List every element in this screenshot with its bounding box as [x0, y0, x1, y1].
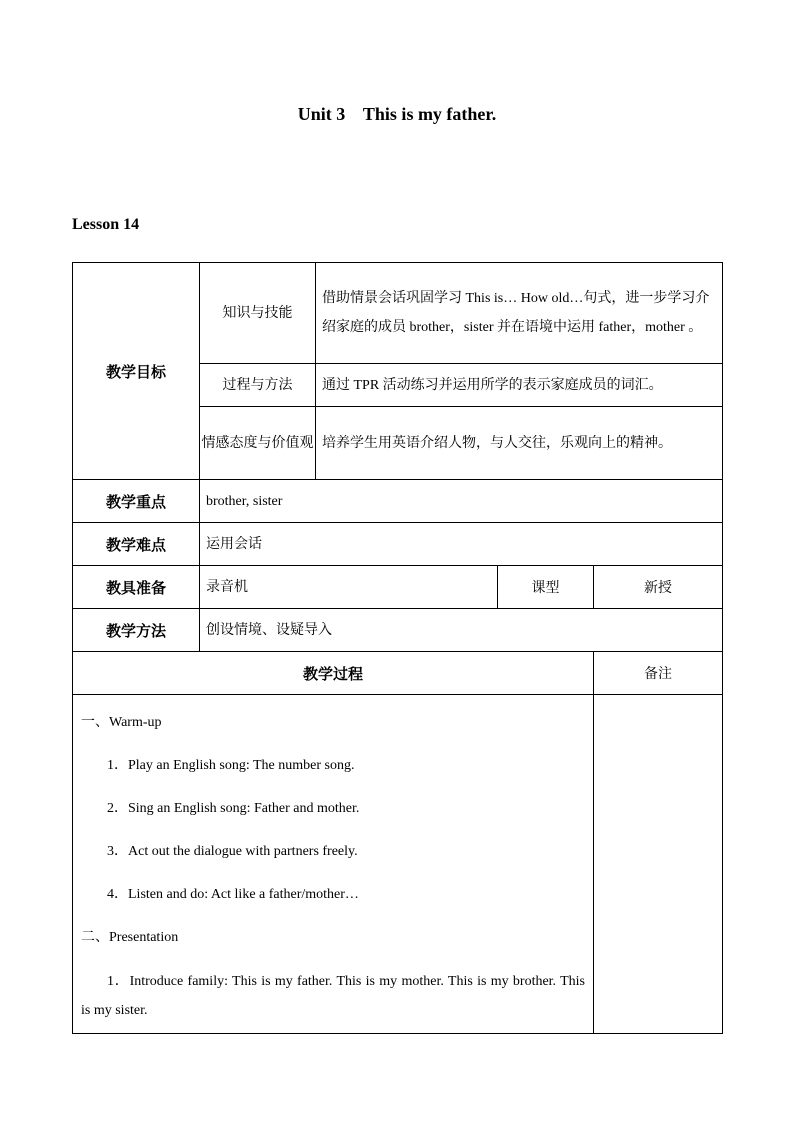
- goal-content: 借助情景会话巩固学习 This is… How old…句式，进一步学习介绍家庭的成员 brother，sister 并在语境中运用 father，mother 。: [316, 263, 723, 364]
- goal-content: 培养学生用英语介绍人物，与人交往，乐观向上的精神。: [316, 407, 723, 480]
- equipment-label: 教具准备: [73, 566, 200, 609]
- section-heading: 二、Presentation: [81, 930, 179, 945]
- list-item: 4．Listen and do: Act like a father/mother…: [107, 887, 359, 902]
- section-heading: 一、Warm-up: [81, 715, 162, 730]
- key-points-value: brother, sister: [200, 480, 723, 523]
- notes-header: 备注: [594, 652, 723, 695]
- list-item: 3．Act out the dialogue with partners freely.: [107, 844, 358, 859]
- process-header: 教学过程: [73, 652, 594, 695]
- difficulties-row: [73, 523, 723, 566]
- lesson-plan-table: [72, 262, 723, 1034]
- key-points-row: [73, 480, 723, 523]
- class-type-label: 课型: [498, 566, 594, 609]
- lesson-heading: Lesson 14: [72, 216, 140, 233]
- goal-name: 知识与技能: [200, 263, 316, 364]
- equipment-row: [73, 566, 723, 609]
- document-title: Unit 3 This is my father.: [297, 104, 497, 124]
- process-content: [73, 695, 594, 1034]
- class-type-value: 新授: [594, 566, 723, 609]
- methods-value: 创设情境、设疑导入: [200, 609, 723, 652]
- process-header-row: [73, 652, 723, 695]
- difficulties-label: 教学难点: [73, 523, 200, 566]
- equipment-value: 录音机: [200, 566, 498, 609]
- goal-content: 通过 TPR 活动练习并运用所学的表示家庭成员的词汇。: [316, 364, 723, 407]
- methods-label: 教学方法: [73, 609, 200, 652]
- goal-name: 情感态度与价值观: [200, 407, 316, 480]
- methods-row: [73, 609, 723, 652]
- key-points-label: 教学重点: [73, 480, 200, 523]
- goal-name: 过程与方法: [200, 364, 316, 407]
- difficulties-value: 运用会话: [200, 523, 723, 566]
- process-body-row: [73, 695, 723, 1034]
- list-item: 1．Play an English song: The number song.: [107, 758, 355, 773]
- goals-label: 教学目标: [73, 263, 200, 480]
- list-item: 1．Introduce family: This is my father. This is my mother. This is my brother. This is my sister.: [81, 974, 585, 1018]
- notes-cell: [594, 695, 723, 1034]
- list-item: 2．Sing an English song: Father and mother.: [107, 801, 360, 816]
- goal-row-knowledge: [73, 263, 723, 364]
